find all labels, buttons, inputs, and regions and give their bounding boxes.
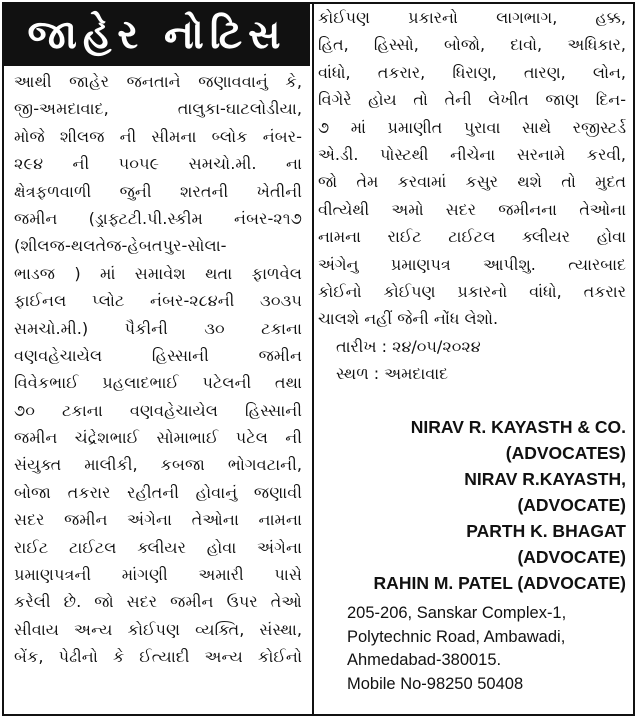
address-line: Polytechnic Road, Ambawadi,: [347, 627, 566, 646]
notice-text-line: ૭ માં પ્રમાણીત પુરાવા સાથે રજીસ્ટર્ડ: [318, 117, 626, 137]
signer-line: NIRAV R. KAYASTH & CO.: [410, 417, 626, 437]
notice-text-line: કરેલી છે. જો સદર જમીન ઉપર તેઓ: [14, 592, 302, 612]
notice-text-line: જી-અમદાવાદ, તાલુકા-ઘાટલોડીયા,: [14, 99, 302, 119]
signers-block: [340, 414, 626, 596]
notice-text-line: ૭૦ ટકાના વણવહેચાયેલ હિસ્સાની: [14, 400, 302, 420]
notice-text-line: અંગેનુ પ્રમાણપત્ર આપીશુ. ત્યારબાદ: [318, 254, 626, 274]
notice-text-line: નામના રાઈટ ટાઈટલ ક્લીયર હોવા: [318, 227, 626, 247]
notice-text-line: વીત્યેથી અમો સદર જમીનના તેઓના: [318, 199, 626, 219]
notice-text-line: હિત, હિસ્સો, બોજો, દાવો, અધિકાર,: [318, 35, 626, 55]
notice-text-line: વિવેકભાઈ પ્રહલાદભાઈ પટેલની તથા: [14, 373, 302, 393]
notice-right-column: [318, 4, 626, 387]
signer-line: (ADVOCATES): [505, 443, 626, 463]
signer-line: (ADVOCATE): [517, 547, 626, 567]
notice-date: તારીખ : ૨૪/૦૫/૨૦૨૪: [336, 336, 481, 356]
notice-left-column: [14, 68, 302, 671]
notice-text-line: રાઈટ ટાઈટલ ક્લીયર હોવા અંગેના: [14, 537, 302, 557]
column-divider: [312, 4, 314, 714]
signer-line: NIRAV R.KAYASTH,: [464, 469, 626, 489]
notice-text-line: મોજે શીલજ ની સીમના બ્લોક નંબર-: [14, 126, 302, 146]
notice-text-line: ક્ષેત્રફળવાળી જુની શરતની ખેતીની: [14, 181, 302, 201]
signer-line: (ADVOCATE): [517, 495, 626, 515]
notice-text-line: આથી જાહેર જનતાને જણાવવાનું કે,: [14, 72, 302, 91]
notice-text-line: ચાલશે નહીં જેની નોંધ લેશો.: [318, 309, 499, 329]
notice-text-line: ફાઈનલ પ્લોટ નંબર-૨૮૪ની ૩૦૩૫: [14, 291, 302, 311]
signer-line: PARTH K. BHAGAT: [466, 521, 626, 541]
notice-text-line: ભાડજ ) માં સમાવેશ થતા ફાળવેલ: [14, 263, 302, 283]
notice-text-line: બેંક, પેઢીનો કે ઈત્યાદી અન્ય કોઈનો: [14, 647, 302, 667]
address-line: Mobile No-98250 50408: [347, 674, 524, 693]
notice-text-line: સીવાય અન્ય કોઈપણ વ્યક્તિ, સંસ્થા,: [14, 619, 302, 639]
notice-text-line: જો તેમ કરવામાં કસુર થશે તો મુદત: [318, 172, 626, 192]
notice-text-line: સંયુક્ત માલીકી, કબજા ભોગવટાની,: [14, 455, 302, 475]
notice-text-line: જમીન (ડ્રાફ્ટટી.પી.સ્કીમ નંબર-૨૧૭: [14, 208, 302, 228]
notice-text-line: વિગેરે હોય તો તેની લેખીત જાણ દિન-: [318, 90, 626, 110]
notice-text-line: જમીન ચંદ્રેશભાઈ સોમાભાઈ પટેલ ની: [14, 428, 302, 448]
notice-title: જાહેર નોટિસ: [4, 4, 310, 66]
notice-text-line: કોઈપણ પ્રકારનો લાગભાગ, હક્ક,: [318, 8, 626, 27]
address-line: 205-206, Sanskar Complex-1,: [347, 604, 567, 622]
notice-text-line: પ્રમાણપત્રની માંગણી અમારી પાસે: [14, 565, 302, 585]
notice-text-line: સદર જમીન અંગેના તેઓના નામના: [14, 510, 302, 530]
notice-text-line: વણવહેચાયેલ હિસ્સાની જમીન: [14, 345, 302, 365]
notice-place: સ્થળ : અમદાવાદ: [336, 364, 449, 384]
notice-text-line: સમચો.મી.) પૈકીની ૩૦ ટકાના: [14, 318, 302, 338]
notice-text-line: કોઈનો કોઈપણ પ્રકારનો વાંધો, તકરાર: [318, 281, 626, 301]
notice-text-line: ૨૯૪ ની ૫૦૫૯ સમચો.મી. ના: [14, 154, 302, 174]
notice-text-line: (શીલજ-થલતેજ-હેબતપુર-સોલા-: [14, 236, 227, 256]
notice-text-line: બોજા તકરાર રહીતની હોવાનું જણાવી: [14, 482, 302, 502]
notice-text-line: એ.ડી. પોસ્ટથી નીચેના સરનામે કરવી,: [318, 144, 626, 164]
address-line: Ahmedabad-380015.: [347, 651, 502, 669]
signer-line: RAHIN M. PATEL (ADVOCATE): [373, 573, 626, 593]
notice-text-line: વાંધો, તકરાર, ધિરાણ, તારણ, લોન,: [318, 62, 626, 82]
address-block: [347, 602, 629, 696]
